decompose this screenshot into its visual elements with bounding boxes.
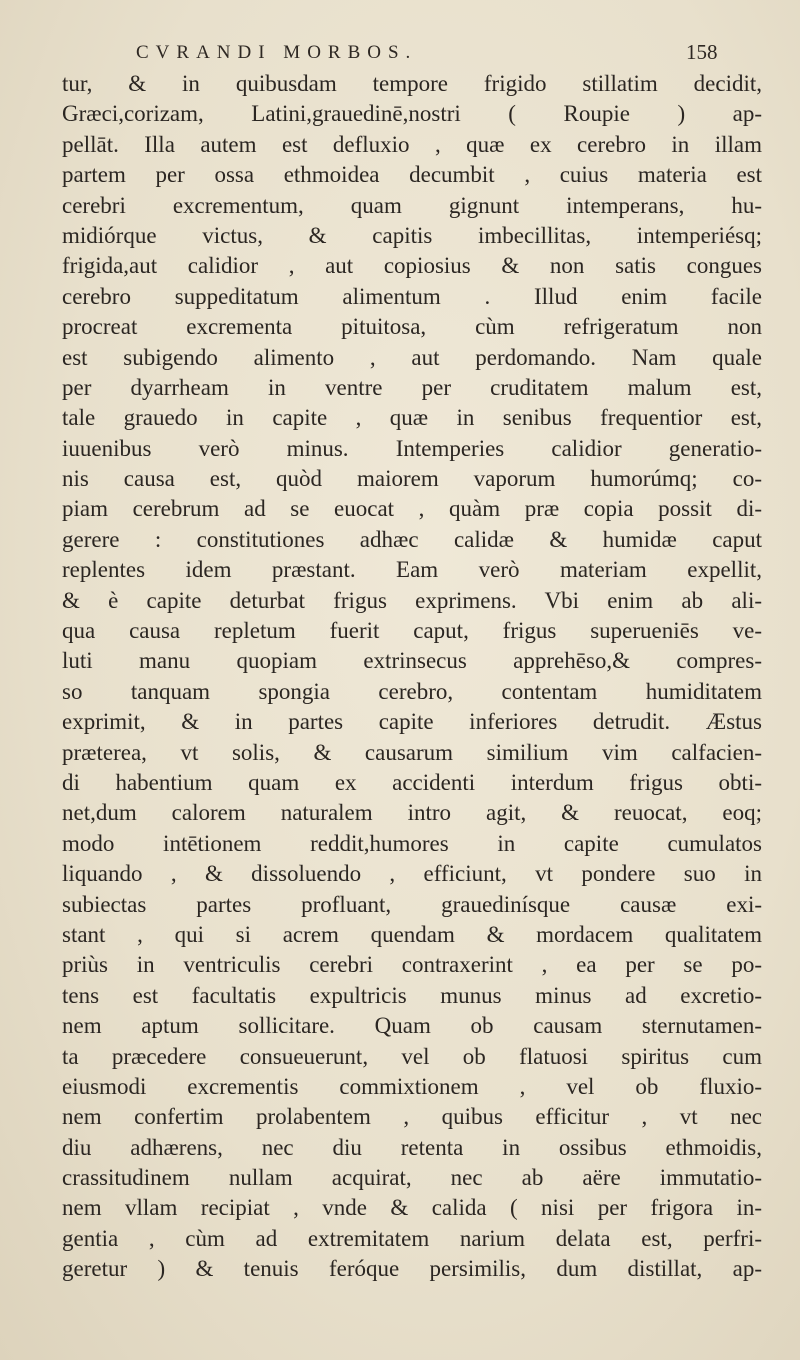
- text-line: est subigendo alimento , aut perdomando. Nam quale: [62, 344, 762, 370]
- text-line: net,dum calorem naturalem intro agit, & reuocat, eoq;: [62, 800, 762, 826]
- text-line: geretur ) & tenuis feróque persimilis, dum distillat, ap-: [62, 1256, 762, 1282]
- text-line: tur, & in quibusdam tempore frigido stillatim decidit,: [62, 71, 762, 96]
- text-line: pellāt. Illa autem est defluxio , quæ ex cerebro in illam: [62, 131, 762, 157]
- text-line: modo intētionem reddit,humores in capite cumulatos: [62, 830, 762, 856]
- text-line: crassitudinem nullam acquirat, nec ab aëre immutatio-: [62, 1165, 762, 1191]
- text-line: nem aptum sollicitare. Quam ob causam sternutamen-: [62, 1013, 762, 1039]
- text-line: cerebro suppeditatum alimentum . Illud enim facile: [62, 283, 762, 309]
- text-line: midiórque victus, & capitis imbecillitas, intemperiésq;: [62, 222, 762, 248]
- text-line: nem vllam recipiat , vnde & calida ( nisi per frigora in-: [62, 1195, 762, 1221]
- text-line: tens est facultatis expultricis munus minus ad excretio-: [62, 982, 762, 1008]
- text-line: di habentium quam ex accidenti interdum frigus obti-: [62, 769, 762, 795]
- text-line: præterea, vt solis, & causarum similium vim calfacien-: [62, 739, 762, 765]
- text-line: luti manu quopiam extrinsecus apprehēso,& compres-: [62, 648, 762, 674]
- text-line: nis causa est, quòd maiorem vaporum humorúmq; co-: [62, 466, 762, 492]
- text-line: piam cerebrum ad se euocat , quàm præ copia possit di-: [62, 496, 762, 522]
- page-number: 158: [686, 40, 718, 64]
- text-line: so tanquam spongia cerebro, contentam humiditatem: [62, 678, 762, 704]
- text-line: frigida,aut calidior , aut copiosius & non satis congues: [62, 253, 762, 279]
- text-line: tale grauedo in capite , quæ in senibus frequentior est,: [62, 405, 762, 431]
- text-line: cerebri excrementum, quam gignunt intemperans, hu-: [62, 192, 762, 218]
- text-line: subiectas partes profluant, grauedinísque causæ exi-: [62, 891, 762, 917]
- text-line: diu adhærens, nec diu retenta in ossibus ethmoidis,: [62, 1134, 762, 1160]
- running-head: CVRANDI MORBOS.: [136, 42, 418, 63]
- text-line: procreat excrementa pituitosa, cùm refrigeratum non: [62, 314, 762, 340]
- text-line: gerere : constitutiones adhæc calidæ & humidæ caput: [62, 526, 762, 552]
- text-line: nem confertim prolabentem , quibus efficitur , vt nec: [62, 1104, 762, 1130]
- body-text: [62, 69, 762, 1285]
- text-line: qua causa repletum fuerit caput, frigus superueniēs ve-: [62, 618, 762, 644]
- text-line: & è capite deturbat frigus exprimens. Vbi enim ab ali-: [62, 587, 762, 613]
- text-line: ta præcedere consueuerunt, vel ob flatuosi spiritus cum: [62, 1043, 762, 1069]
- text-line: liquando , & dissoluendo , efficiunt, vt pondere suo in: [62, 861, 762, 887]
- text-line: replentes idem præstant. Eam verò materiam expellit,: [62, 557, 762, 583]
- text-line: iuuenibus verò minus. Intemperies calidior generatio-: [62, 435, 762, 461]
- text-line: gentia , cùm ad extremitatem narium delata est, perfri-: [62, 1225, 762, 1251]
- text-line: partem per ossa ethmoidea decumbit , cuius materia est: [62, 162, 762, 188]
- text-line: per dyarrheam in ventre per cruditatem malum est,: [62, 374, 762, 400]
- text-line: Græci,corizam, Latini,grauedinē,nostri ( Roupie ) ap-: [62, 101, 762, 127]
- text-line: exprimit, & in partes capite inferiores detrudit. Æstus: [62, 709, 762, 735]
- text-line: stant , qui si acrem quendam & mordacem qualitatem: [62, 921, 762, 947]
- text-line: eiusmodi excrementis commixtionem , vel ob fluxio-: [62, 1073, 762, 1099]
- text-line: priùs in ventriculis cerebri contraxerint , ea per se po-: [62, 952, 762, 978]
